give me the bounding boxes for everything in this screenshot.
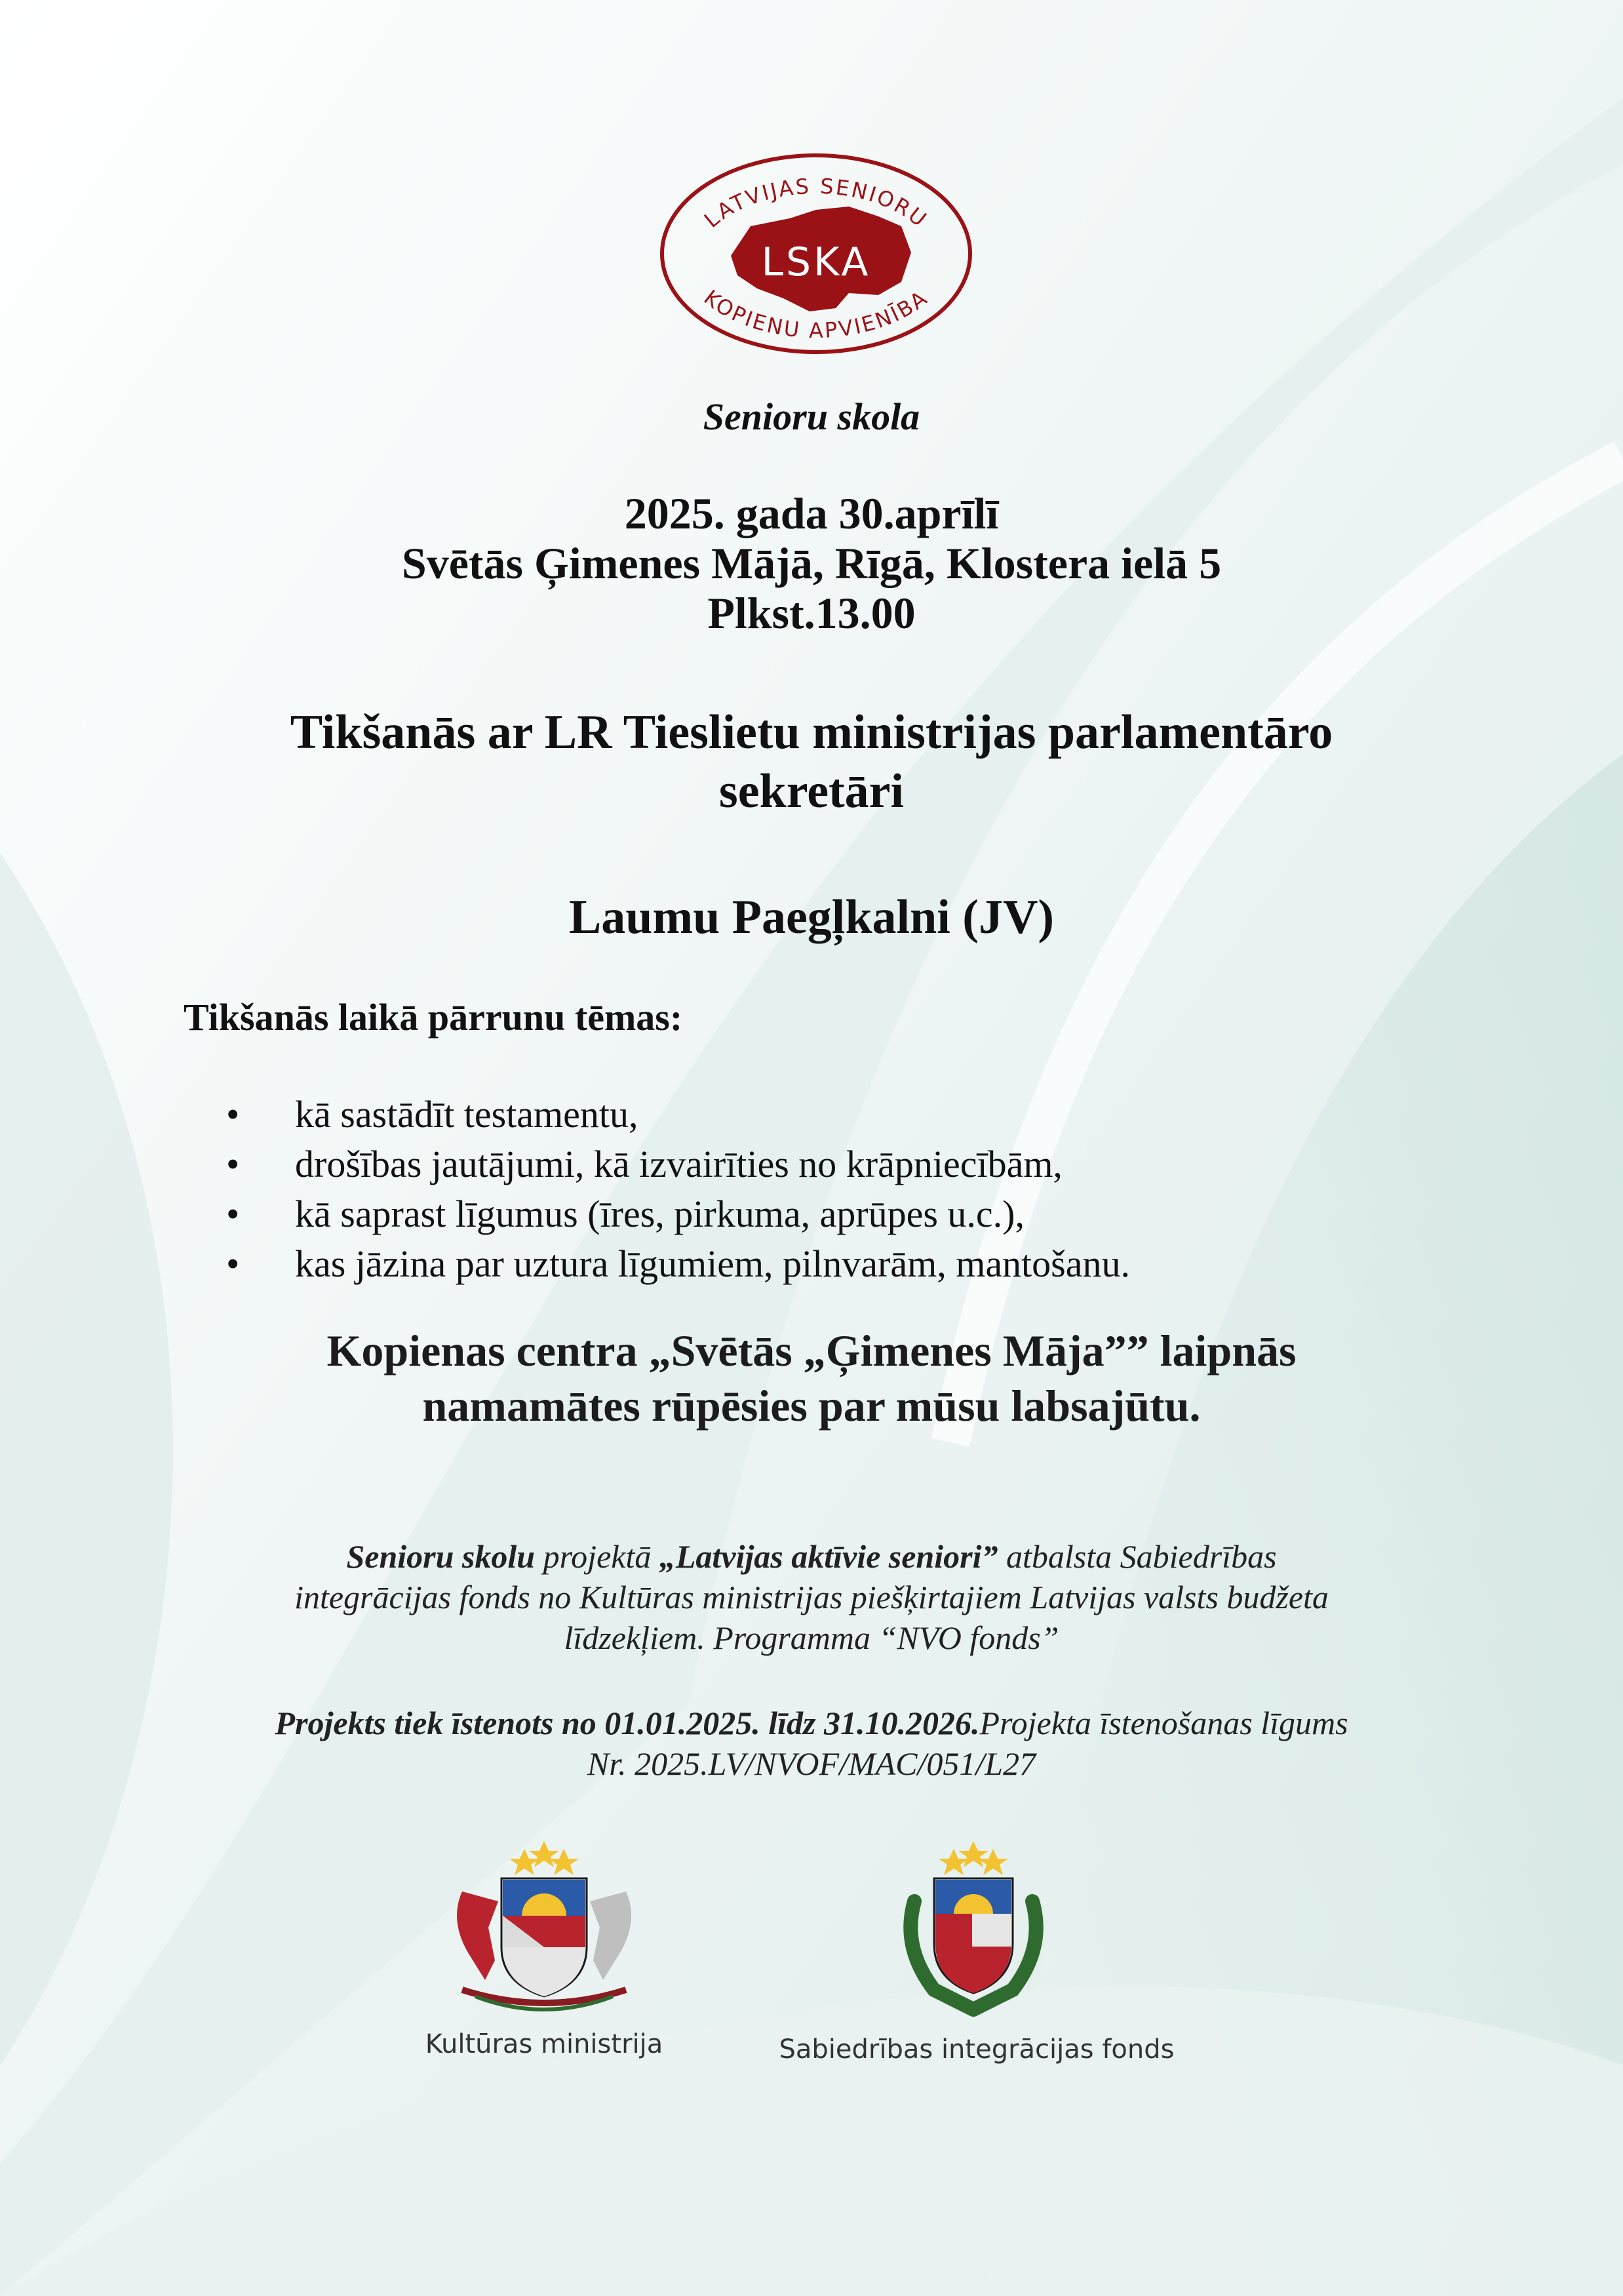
- sponsor-label-integration-fund: Sabiedrības integrācijas fonds: [779, 2034, 1175, 2065]
- event-details: [0, 488, 1623, 638]
- list-item: • kas jāzina par uztura līgumiem, pilnvarām, mantošanu.: [226, 1239, 1130, 1289]
- coat-of-arms-with-oak-wreath-icon: [888, 1829, 1059, 2026]
- list-item: • kā sastādīt testamentu,: [226, 1090, 1130, 1139]
- sponsor-label-culture-ministry: Kultūras ministrija: [425, 2029, 663, 2059]
- logo-arc-bottom: KOPIENU APVIENĪBA: [699, 285, 933, 344]
- kicker: Senioru skola: [703, 395, 920, 438]
- lska-logo: [652, 148, 980, 361]
- bullet-icon: •: [226, 1242, 240, 1285]
- list-item: • drošības jautājumi, kā izvairīties no krāpniecībām,: [226, 1139, 1130, 1189]
- list-item: • kā saprast līgumus (īres, pirkuma, aprūpes u.c.),: [226, 1189, 1130, 1239]
- bullet-icon: •: [226, 1093, 240, 1136]
- event-date: 2025. gada 30.aprīlī: [624, 488, 999, 538]
- page-title: [0, 703, 1623, 821]
- funding-note: Senioru skolu projektā „Latvijas aktīvie seniori” atbalsta Sabiedrības integrācijas fonds no Kultūras ministrijas piešķirtajiem Latvijas valsts budžeta līdzekļiem. Programma “NVO fonds”: [294, 1538, 1329, 1656]
- title-line: Tikšanās ar LR Tieslietu ministrijas parlamentāro: [290, 705, 1333, 759]
- speaker-name: Laumu Paegļkalni (JV): [568, 890, 1055, 944]
- topics-list: [226, 1090, 1130, 1289]
- logo-mark: LSKA: [761, 239, 871, 285]
- bullet-icon: •: [226, 1193, 240, 1235]
- closing-note: Kopienas centra „Svētās „Ģimenes Māja”” laipnās namamātes rūpēsies par mūsu labsajūtu.: [326, 1326, 1297, 1431]
- coat-of-arms-with-supporters-icon: [423, 1829, 665, 2026]
- logo-arc-top: LATVIJAS SENIORU: [699, 173, 933, 233]
- topics-heading: Tikšanās laikā pārrunu tēmas:: [184, 996, 683, 1039]
- bullet-icon: •: [226, 1143, 240, 1185]
- event-place: Svētās Ģimenes Mājā, Rīgā, Klostera ielā 5: [401, 538, 1222, 588]
- event-time: Plkst.13.00: [707, 588, 916, 638]
- project-info: Projekts tiek īstenots no 01.01.2025. līdz 31.10.2026.Projekta īstenošanas līgums Nr. 2025.LV/NVOF/MAC/051/L27: [275, 1705, 1348, 1782]
- title-line: sekretāri: [718, 764, 905, 818]
